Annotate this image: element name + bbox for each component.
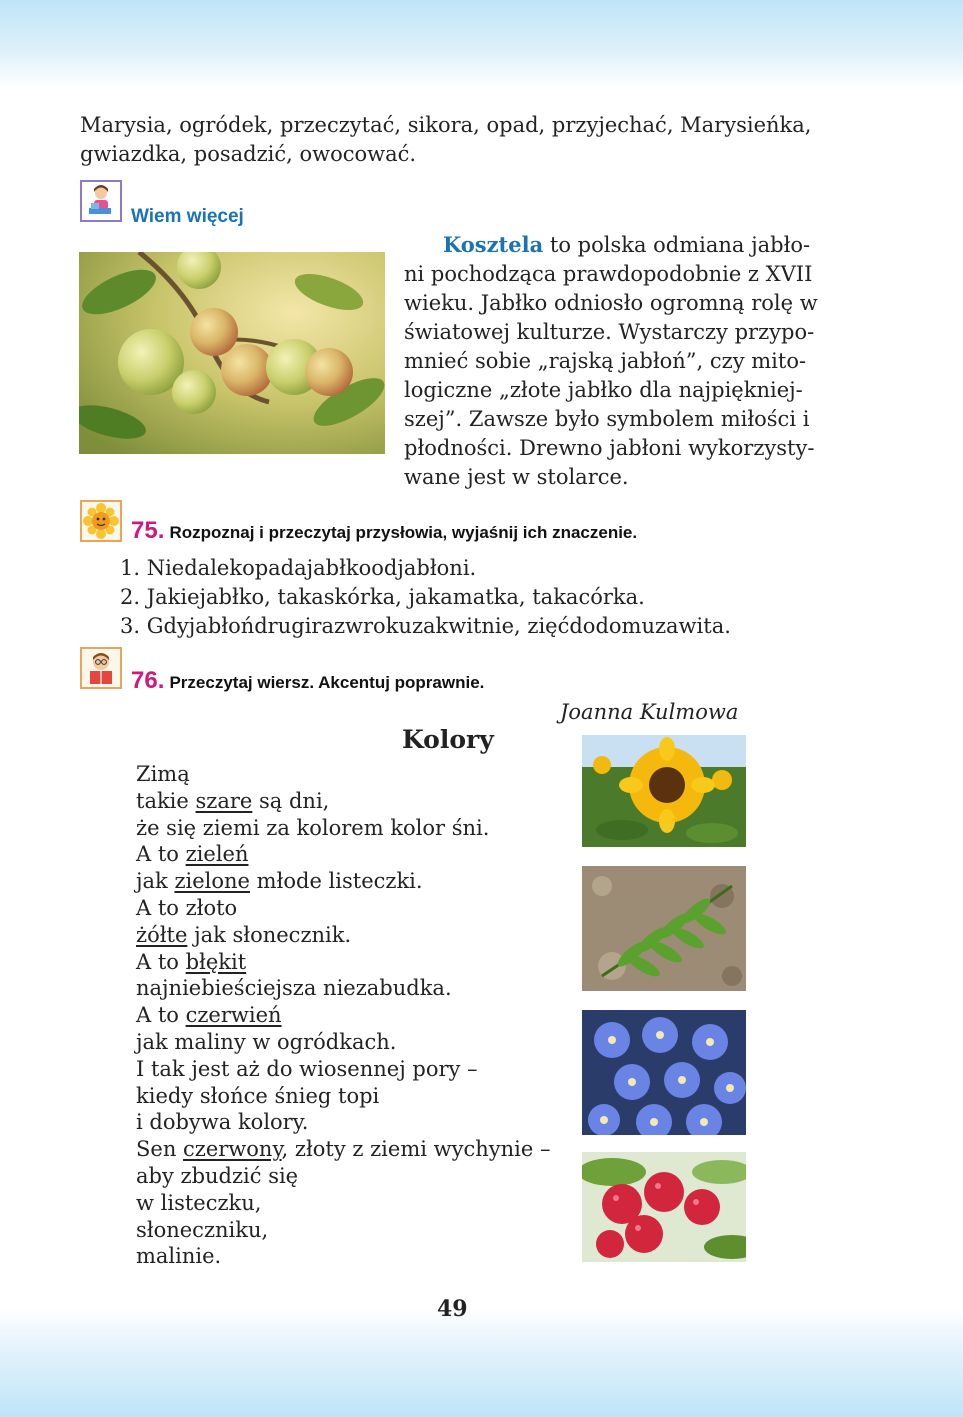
- paragraph-line-1: [404, 230, 834, 260]
- poem-line-text: i dobywa kolory.: [136, 1110, 309, 1135]
- paragraph-line-8: płodności. Drewno jabłoni wykorzysty-: [404, 436, 815, 460]
- task-76-instruction: Przeczytaj wiersz. Akcentuj poprawnie.: [169, 673, 485, 692]
- poem-line: [136, 788, 550, 815]
- green-leaves-photo: [582, 866, 746, 991]
- boy-reading-icon: [80, 647, 122, 689]
- kosztela-paragraph: [404, 230, 834, 492]
- underlined-color-word: zieleń: [185, 842, 249, 867]
- underlined-color-word: błękit: [185, 949, 247, 974]
- paragraph-line-1-text: to polska odmiana jabło-: [543, 233, 811, 257]
- page-number: 49: [437, 1296, 468, 1322]
- girl-with-laptop-icon: [80, 180, 122, 222]
- intro-words-line-1: Marysia, ogródek, przeczytać, sikora, opad, przyjechać, Marysieńka,: [80, 113, 812, 137]
- underlined-color-word: czerwony: [183, 1137, 282, 1162]
- forget-me-not-photo: [582, 1010, 746, 1135]
- poem-line: [136, 1163, 550, 1190]
- poem-line-text: , złoty z ziemi wychynie –: [281, 1137, 551, 1162]
- poem-line-text: Zimą: [136, 762, 190, 786]
- poem-line-text: młode listeczki.: [249, 869, 423, 894]
- task-75-header: [131, 517, 637, 545]
- poem-line: [136, 868, 550, 895]
- poem-line-text: A to złoto: [136, 895, 238, 920]
- intro-words-line-2: gwiazdka, posadzić, owocować.: [80, 142, 417, 166]
- task-75-instruction: Rozpoznaj i przeczytaj przysłowia, wyjaśnij ich znaczenie.: [169, 523, 638, 542]
- poem-line-text: A to: [136, 949, 186, 974]
- poem-line: [136, 975, 550, 1002]
- poem-line-text: I tak jest aż do wiosennej pory –: [136, 1056, 478, 1081]
- proverb-item: 2. Jakiejabłko, takaskórka, jakamatka, takacórka.: [120, 585, 645, 609]
- proverbs-list: [120, 554, 731, 641]
- proverb-item: 3. Gdyjabłońdrugirazwrokuzakwitnie, zięćdodomuzawita.: [120, 614, 731, 638]
- proverb-item: 1. Niedalekopadajabłkoodjabłoni.: [120, 556, 477, 580]
- poem-line: [136, 1217, 550, 1244]
- underlined-color-word: szare: [195, 788, 253, 813]
- poem-line: [136, 1243, 550, 1270]
- poem-line-text: najniebieściejsza niezabudka.: [136, 976, 452, 1001]
- poem-line-text: w listeczku,: [136, 1190, 262, 1215]
- underlined-color-word: żółte: [136, 922, 188, 947]
- underlined-color-word: czerwień: [185, 1003, 282, 1028]
- poem-line: [136, 949, 550, 976]
- poem-line-text: A to: [136, 842, 186, 867]
- poem-line: [136, 922, 550, 949]
- paragraph-line-3: wieku. Jabłko odniosło ogromną rolę w: [404, 291, 818, 315]
- poem-line: [136, 1029, 550, 1056]
- poem-author: Joanna Kulmowa: [560, 700, 739, 724]
- poem-line-text: jak maliny w ogródkach.: [136, 1029, 397, 1054]
- poem-line-text: aby zbudzić się: [136, 1163, 299, 1188]
- wiem-wiecej-title: Wiem więcej: [131, 206, 244, 227]
- kosztela-keyword: Kosztela: [443, 232, 544, 257]
- paragraph-line-4: światowej kulturze. Wystarczy przypo-: [404, 320, 815, 344]
- poem-line: [136, 761, 550, 788]
- paragraph-line-9: wane jest w stolarce.: [404, 465, 629, 489]
- poem-line: [136, 841, 550, 868]
- poem-line: [136, 1136, 550, 1163]
- poem-line-text: że się ziemi za kolorem kolor śni.: [136, 815, 490, 840]
- paragraph-line-7: szej”. Zawsze było symbolem miłości i: [404, 407, 810, 431]
- sunflower-photo: [582, 735, 746, 847]
- poem-line: [136, 1056, 550, 1083]
- paragraph-line-2: ni pochodząca prawdopodobnie z XVII: [404, 262, 813, 286]
- raspberry-photo: [582, 1152, 746, 1262]
- paragraph-line-6: logiczne „złote jabłko dla najpiękniej-: [404, 378, 803, 402]
- poem-line: [136, 1190, 550, 1217]
- poem-line: [136, 815, 550, 842]
- task-75-number: 75.: [131, 517, 165, 544]
- poem-line-text: malinie.: [136, 1244, 222, 1269]
- poem-line-text: Sen: [136, 1137, 184, 1162]
- poem-body: [136, 761, 550, 1270]
- poem-line: [136, 1002, 550, 1029]
- poem-line: [136, 1083, 550, 1110]
- poem-line-text: A to: [136, 1003, 186, 1028]
- top-decorative-band: [0, 0, 963, 88]
- poem-title: Kolory: [402, 725, 494, 754]
- paragraph-line-5: mnieć sobie „rajską jabłoń”, czy mito-: [404, 349, 807, 373]
- poem-line-text: są dni,: [252, 788, 330, 813]
- task-76-header: [131, 667, 484, 695]
- poem-line-text: jak: [136, 869, 175, 894]
- task-76-number: 76.: [131, 667, 165, 694]
- poem-line-text: jak słonecznik.: [187, 922, 352, 947]
- poem-line-text: takie: [136, 788, 196, 813]
- poem-line-text: słoneczniku,: [136, 1217, 269, 1242]
- bottom-decorative-band: [0, 1307, 963, 1417]
- sun-flower-icon: [80, 500, 122, 542]
- poem-line: [136, 895, 550, 922]
- underlined-color-word: zielone: [174, 869, 250, 894]
- poem-line-text: kiedy słońce śnieg topi: [136, 1083, 380, 1108]
- poem-line: [136, 1109, 550, 1136]
- apple-tree-photo: [79, 252, 385, 454]
